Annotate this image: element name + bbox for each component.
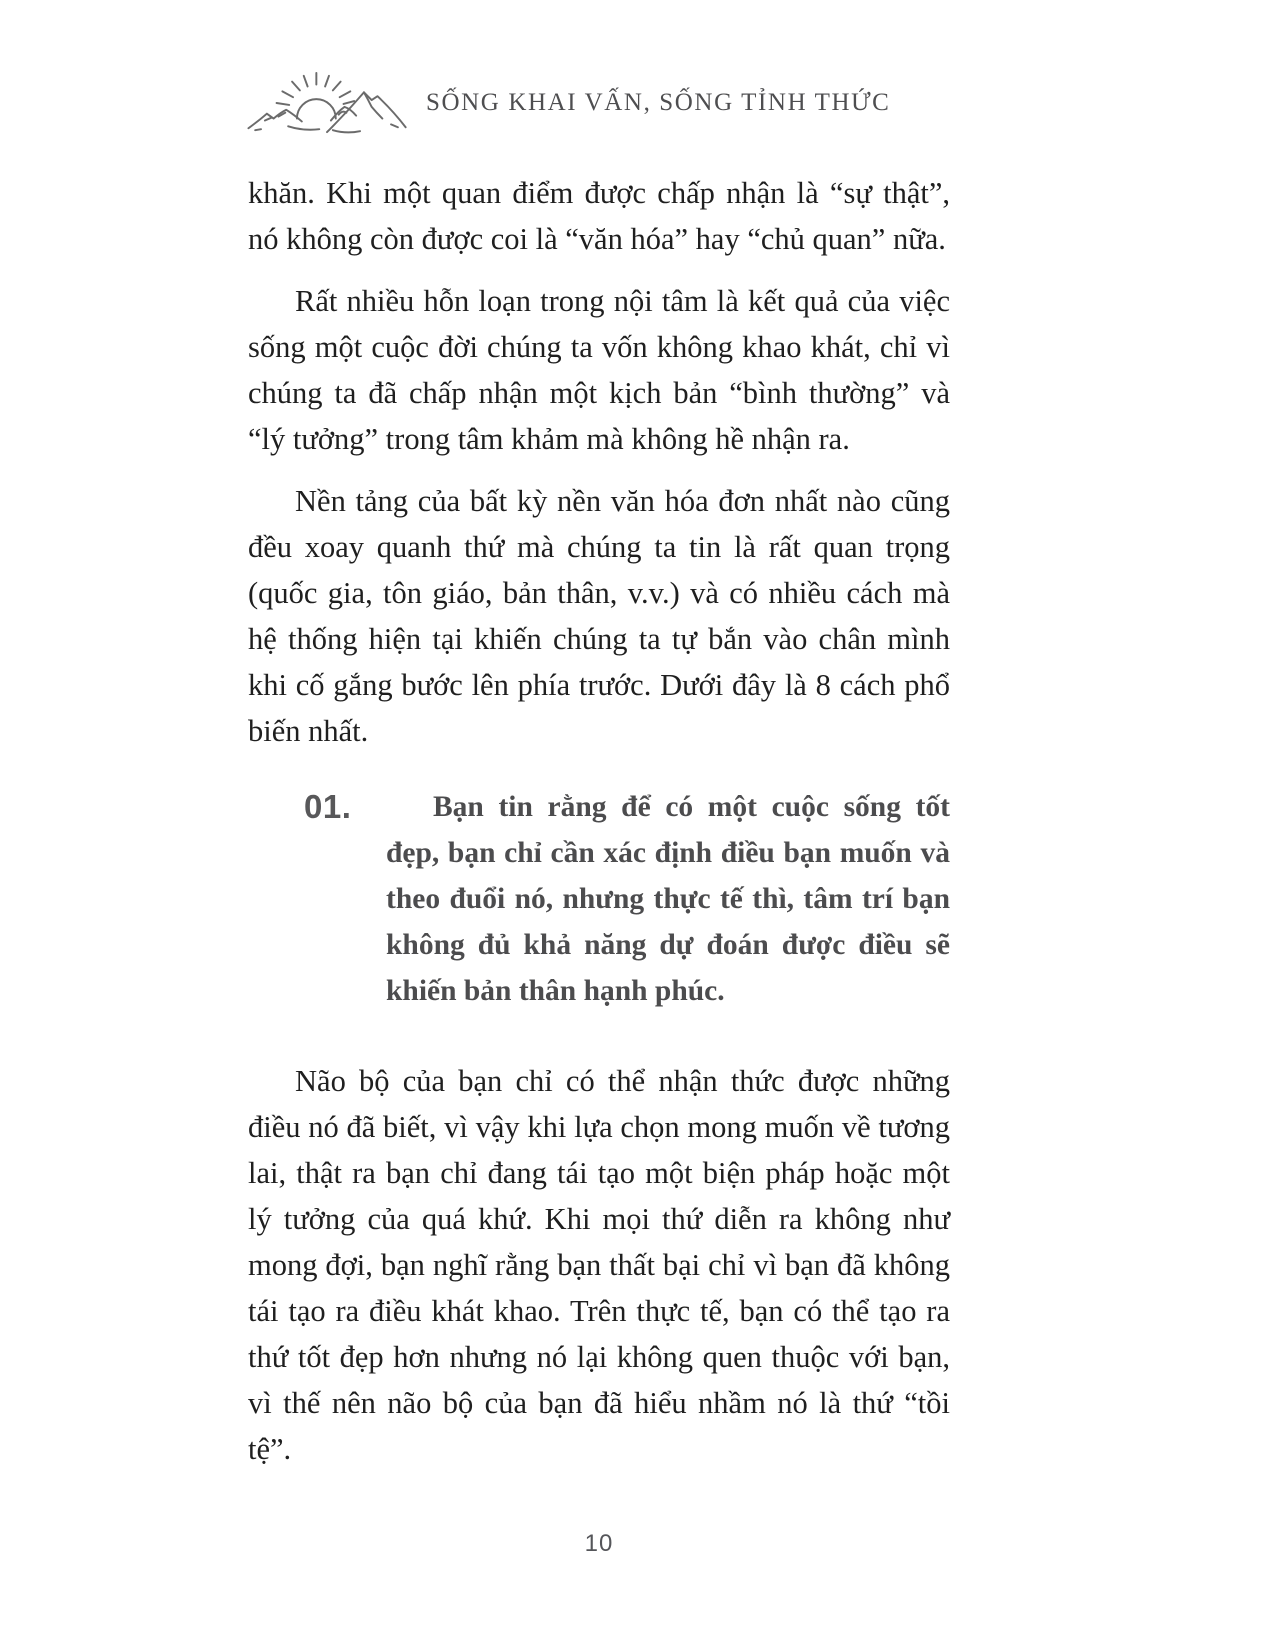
page-body: [248, 170, 950, 1488]
numbered-list-item: [304, 784, 950, 1030]
item-number: 01.: [304, 788, 352, 825]
page-footer: [248, 1530, 950, 1558]
paragraph: Rất nhiều hỗn loạn trong nội tâm là kết quả của việc sống một cuộc đời chúng ta vốn không khao khát, chỉ vì chúng ta đã chấp nhận một kịch bản “bình thường” và “lý tưởng” trong tâm khảm mà không hề nhận ra.: [248, 284, 950, 456]
paragraph: Nền tảng của bất kỳ nền văn hóa đơn nhất nào cũng đều xoay quanh thứ mà chúng ta tin là rất quan trọng (quốc gia, tôn giáo, bản thân, v.v.) và có nhiều cách mà hệ thống hiện tại khiến chúng ta tự bắn vào chân mình khi cố gắng bước lên phía trước. Dưới đây là 8 cách phổ biến nhất.: [248, 484, 950, 748]
item-text: Bạn tin rằng để có một cuộc sống tốt đẹp, bạn chỉ cần xác định điều bạn muốn và theo đuổi nó, nhưng thực tế thì, tâm trí bạn không đủ khả năng dự đoán được điều sẽ khiến bản thân hạnh phúc.: [386, 791, 950, 1007]
paragraph: Não bộ của bạn chỉ có thể nhận thức được những điều nó đã biết, vì vậy khi lựa chọn mong muốn về tương lai, thật ra bạn chỉ đang tái tạo một biện pháp hoặc một lý tưởng của quá khứ. Khi mọi thứ diễn ra không như mong đợi, bạn nghĩ rằng bạn thất bại chỉ vì bạn đã không tái tạo ra điều khát khao. Trên thực tế, bạn có thể tạo ra thứ tốt đẹp hơn nhưng nó lại không quen thuộc với bạn, vì thế nên não bộ của bạn đã hiểu nhầm nó là thứ “tồi tệ”.: [248, 1064, 950, 1466]
page-header: [244, 68, 890, 138]
mountain-sunrise-icon: [244, 70, 412, 136]
paragraph-continuation: khăn. Khi một quan điểm được chấp nhận là “sự thật”, nó không còn được coi là “văn hóa” hay “chủ quan” nữa.: [248, 176, 950, 256]
page-number: 10: [584, 1530, 614, 1557]
running-head-title: SỐNG KHAI VẤN, SỐNG TỈNH THỨC: [426, 89, 891, 116]
